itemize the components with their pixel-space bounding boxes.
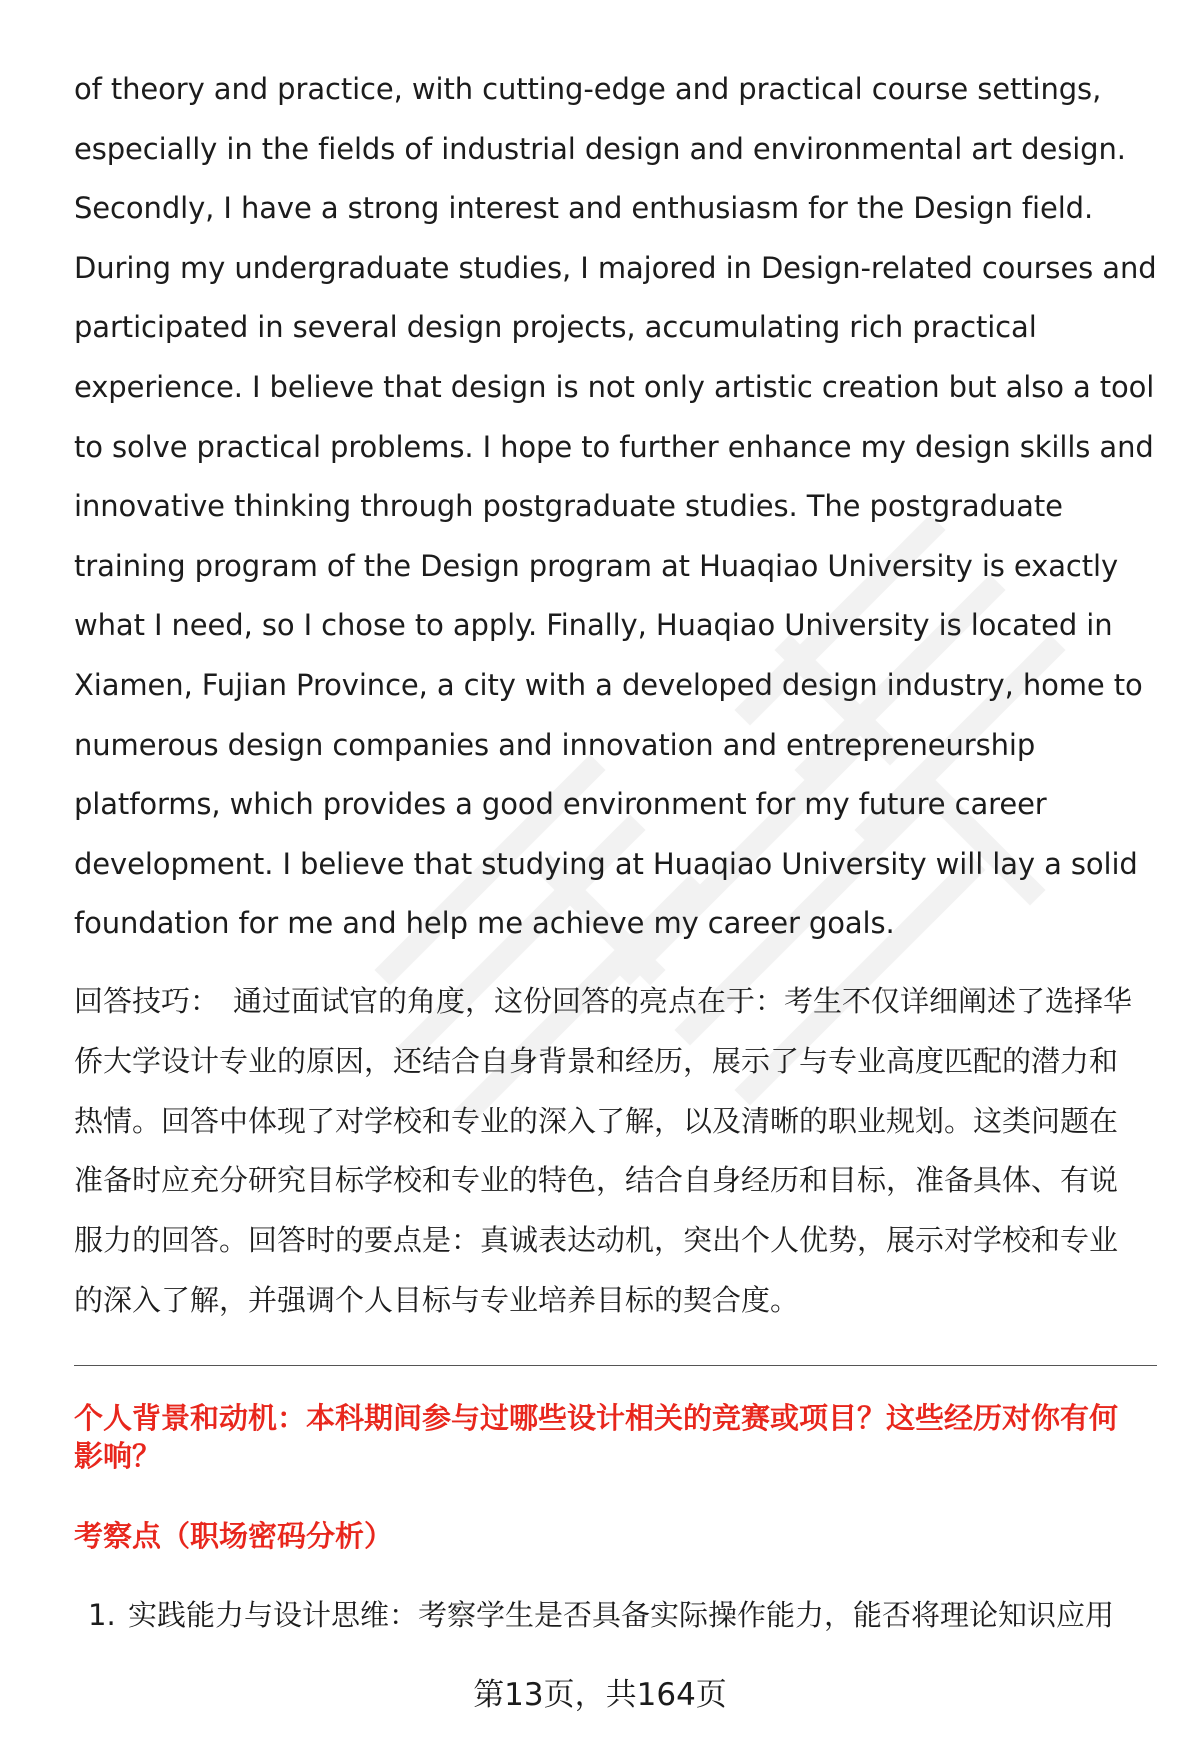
english-answer-line: Xiamen, Fujian Province, a city with a developed design industry, home to	[74, 667, 1143, 702]
answer-tip-label: 回答技巧：	[74, 983, 220, 1018]
page-content	[74, 60, 1160, 1635]
english-answer-line: to solve practical problems. I hope to further enhance my design skills and	[74, 429, 1154, 464]
list-item-number: 1.	[88, 1597, 116, 1632]
assessment-heading: 考察点（职场密码分析）	[74, 1518, 394, 1553]
question-line: 影响？	[74, 1438, 162, 1473]
english-answer-line: numerous design companies and innovation and entrepreneurship	[74, 727, 1036, 762]
english-answer-line: what I need, so I chose to apply. Finally, Huaqiao University is located in	[74, 608, 1113, 643]
english-answer-line: During my undergraduate studies, I majored in Design-related courses and	[74, 250, 1157, 285]
list-item-text: 实践能力与设计思维：考察学生是否具备实际操作能力，能否将理论知识应用	[128, 1597, 1115, 1632]
answer-tip-text: 通过面试官的角度，这份回答的亮点在于：考生不仅详细阐述了选择华	[233, 983, 1133, 1018]
english-answer-line: Secondly, I have a strong interest and enthusiasm for the Design field.	[74, 191, 1094, 226]
answer-tip-line: 服力的回答。回答时的要点是：真诚表达动机，突出个人优势，展示对学校和专业	[74, 1223, 1119, 1258]
english-answer-line: experience. I believe that design is not only artistic creation but also a tool	[74, 369, 1155, 404]
english-answer-line: training program of the Design program at Huaqiao University is exactly	[74, 548, 1119, 583]
english-answer-line: participated in several design projects, accumulating rich practical	[74, 310, 1037, 345]
answer-tip-paragraph	[74, 972, 1160, 1331]
page-number: 第13页，共164页	[473, 1677, 727, 1713]
list-item	[88, 1595, 1160, 1635]
assessment-list	[74, 1595, 1160, 1635]
answer-tip-line: 准备时应充分研究目标学校和专业的特色，结合自身经历和目标，准备具体、有说	[74, 1163, 1119, 1198]
answer-tip-line: 热情。回答中体现了对学校和专业的深入了解，以及清晰的职业规划。这类问题在	[74, 1103, 1119, 1138]
english-answer-line: of theory and practice, with cutting-edge and practical course settings,	[74, 72, 1102, 106]
answer-tip-line	[74, 972, 1160, 1032]
english-answer-line: innovative thinking through postgraduate studies. The postgraduate	[74, 489, 1063, 524]
english-answer-paragraph	[74, 60, 1160, 954]
question-line: 个人背景和动机：本科期间参与过哪些设计相关的竞赛或项目？这些经历对你有何	[74, 1400, 1119, 1435]
english-answer-line: platforms, which provides a good environment for my future career	[74, 787, 1047, 822]
english-answer-line: especially in the fields of industrial design and environmental art design.	[74, 131, 1126, 166]
answer-tip-line: 侨大学设计专业的原因，还结合自身背景和经历，展示了与专业高度匹配的潜力和	[74, 1043, 1119, 1078]
english-answer-line: development. I believe that studying at Huaqiao University will lay a solid	[74, 846, 1138, 881]
english-answer-line: foundation for me and help me achieve my career goals.	[74, 906, 895, 941]
answer-tip-line: 的深入了解，并强调个人目标与专业培养目标的契合度。	[74, 1282, 800, 1317]
question-heading	[74, 1399, 1160, 1475]
section-divider	[74, 1365, 1157, 1366]
